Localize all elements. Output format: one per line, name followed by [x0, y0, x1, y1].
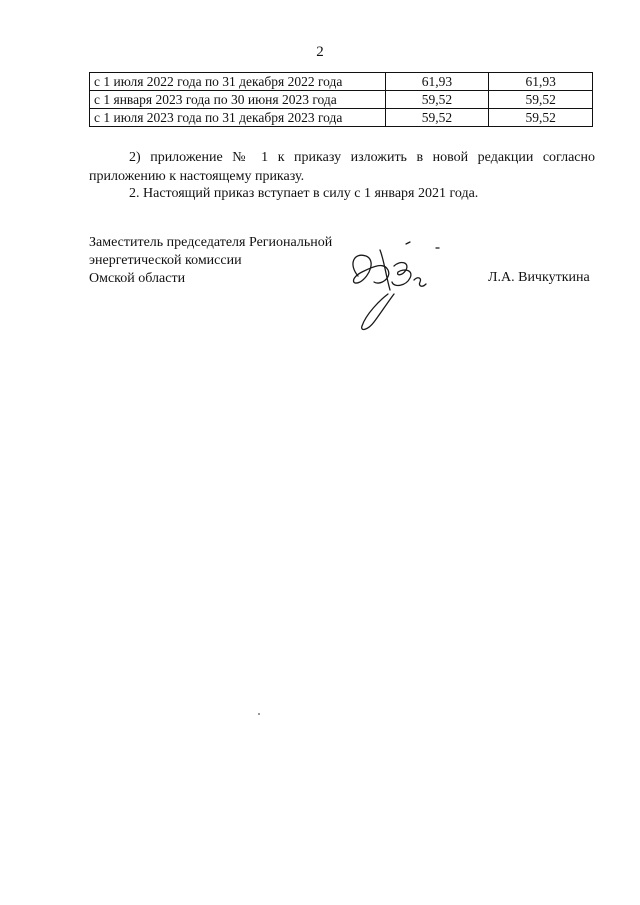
- tariff-table: [89, 72, 593, 127]
- handwritten-signature: [340, 236, 450, 336]
- signatory-position-line: Омской области: [89, 271, 186, 286]
- signatory-position-line: энергетической комиссии: [89, 253, 242, 268]
- value-cell: 61,93: [385, 73, 489, 91]
- page-number: 2: [316, 44, 324, 60]
- value-cell: 61,93: [489, 73, 593, 91]
- period-cell: с 1 июля 2022 года по 31 декабря 2022 года: [90, 73, 386, 91]
- paragraph-clause-2: 2. Настоящий приказ вступает в силу с 1 января 2021 года.: [129, 186, 479, 201]
- paragraph-item-2: 2) приложение № 1 к приказу изложить в новой редакции согласно приложению к настоящему приказу.: [89, 150, 595, 184]
- signatory-name: Л.А. Вичкуткина: [488, 270, 590, 285]
- period-cell: с 1 июля 2023 года по 31 декабря 2023 года: [90, 109, 386, 127]
- scan-speck: [258, 713, 260, 715]
- value-cell: 59,52: [385, 109, 489, 127]
- table-row: [90, 91, 593, 109]
- period-cell: с 1 января 2023 года по 30 июня 2023 года: [90, 91, 386, 109]
- value-cell: 59,52: [385, 91, 489, 109]
- table-row: [90, 73, 593, 91]
- signatory-position-line: Заместитель председателя Региональной: [89, 235, 333, 250]
- table-row: [90, 109, 593, 127]
- value-cell: 59,52: [489, 91, 593, 109]
- signatory-position: [89, 234, 332, 288]
- value-cell: 59,52: [489, 109, 593, 127]
